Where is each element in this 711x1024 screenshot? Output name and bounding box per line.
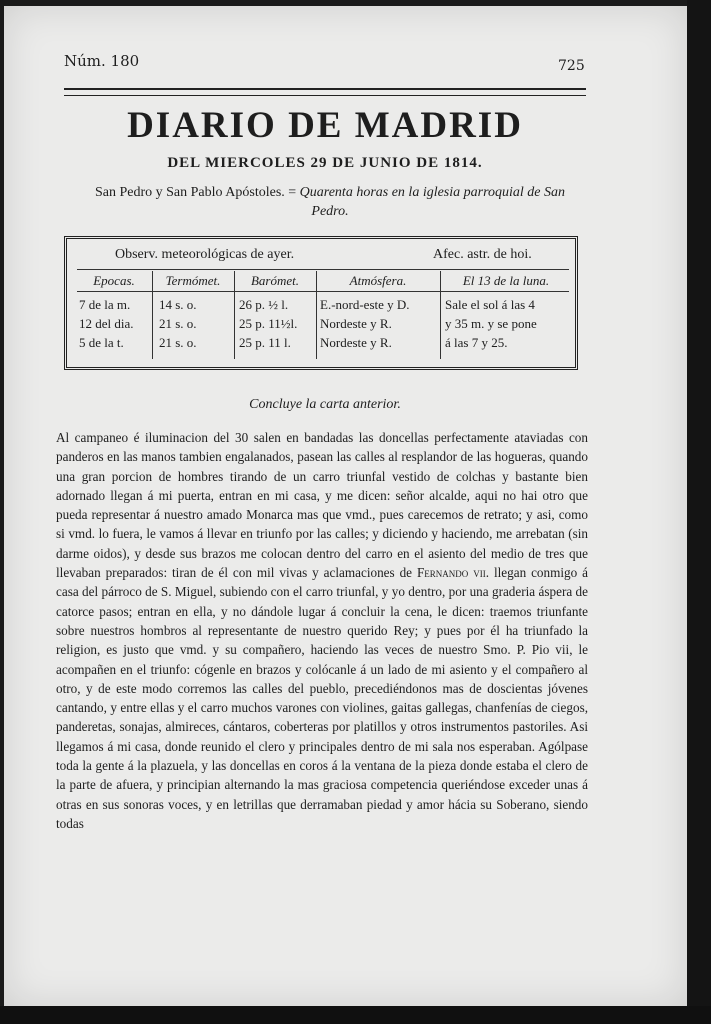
- col-divider: [234, 271, 235, 359]
- header-rule: [64, 88, 586, 96]
- row-epoca: 7 de la m.: [79, 297, 131, 312]
- astro-line: y 35 m. y se pone: [445, 316, 537, 331]
- page-number: 725: [558, 58, 585, 74]
- weather-title: Observ. meteorológicas de ayer.: [115, 247, 295, 262]
- weather-table: [64, 236, 578, 370]
- row-termo: 21 s. o.: [159, 335, 197, 350]
- row-atmos: Nordeste y R.: [320, 335, 392, 350]
- masthead-title: DIARIO DE MADRID: [127, 105, 523, 146]
- issue-number: Núm. 180: [64, 52, 140, 70]
- col-atmosfera: Atmósfera.: [349, 273, 407, 288]
- col-divider: [316, 271, 317, 359]
- row-termo: 14 s. o.: [159, 297, 197, 312]
- astro-title: Afec. astr. de hoi.: [433, 247, 532, 262]
- scan-border-right: [687, 0, 711, 1024]
- scan-border-bottom: [0, 1006, 711, 1024]
- article-subtitle: Concluye la carta anterior.: [249, 397, 401, 412]
- row-epoca: 12 del dia.: [79, 316, 134, 331]
- col-epocas: Epocas.: [93, 273, 135, 288]
- col-barometro: Barómet.: [250, 273, 300, 288]
- row-baro: 25 p. 11½l.: [239, 316, 298, 331]
- saints-plain: San Pedro y San Pablo Apóstoles. =: [94, 185, 297, 200]
- col-divider: [440, 271, 441, 359]
- saints-italic: Quarenta horas en la iglesia parroquial de San Pedro.: [299, 185, 566, 219]
- row-atmos: E.-nord-este y D.: [320, 297, 410, 312]
- table-rule-top: [77, 269, 569, 270]
- col-termometro: Termómet.: [165, 273, 221, 288]
- text-part: Al campaneo é iluminacion del 30 salen en bandadas las doncellas perfectamente ataviadas con panderos en las manos tambien engalanados, pasean las calles al resplandor de las hogueras, quando una gran porcion de hombres tirando de un carro triunfal vestido de colchas y bastante bien adornado llegan á mi puerta, entran en mi casa, y me dicen: señor alcalde, aqui no hai otro que pueda representar á nuestro amado Monarca mas que vmd., pues carecemos de retrato; y asi, como si vmd. lo fuera, le vamos á llevar en triunfo por las calles; y diciendo y haciendo, me arrebatan (sin darme oidos), y desde sus brazos me colocan dentro del carro en el asiento del medio de tres que llevaban preparados: tiran de él con mil vivas y aclamaciones de: [56, 430, 588, 581]
- astro-line: á las 7 y 25.: [445, 335, 508, 350]
- row-epoca: 5 de la t.: [79, 335, 124, 350]
- row-atmos: Nordeste y R.: [320, 316, 392, 331]
- table-rule-mid: [77, 291, 569, 292]
- saints-of-day: [80, 183, 580, 221]
- row-termo: 21 s. o.: [159, 316, 197, 331]
- king-name: Fernando vii.: [416, 565, 490, 581]
- col-luna: El 13 de la luna.: [462, 273, 550, 288]
- col-divider: [152, 271, 153, 359]
- row-baro: 25 p. 11 l.: [239, 335, 291, 350]
- dateline: DEL MIERCOLES 29 DE JUNIO DE 1814.: [167, 155, 483, 171]
- article-paragraph: [56, 428, 588, 833]
- article-body: [56, 428, 588, 833]
- astro-line: Sale el sol á las 4: [445, 297, 535, 312]
- row-baro: 26 p. ½ l.: [239, 297, 289, 312]
- text-part: llegan conmigo á casa del párroco de S. Miguel, subiendo con el carro triunfal, y yo dentro, por una graderia áspera de catorce pasos; entran en ella, y no dándole lugar á concluir la cena, le dicen: traemos triunfante sobre nuestros hombros al representante de nuestro querido Rey; y pues por él ha triunfado la religion, es justo que vmd. y su compañero, haciendo las veces de nuestro Smo. P. Pio vii, le acompañen en el triunfo: cógenle en brazos y colócanle á un lado de mi asiento y el compañero al otro, y de este modo corremos las calles del pueblo, precediéndonos mas de doscientas jóvenes cantando, y entre ellas y el carro muchos varones con violines, gaitas gallegas, chanfenías de ciegos, panderetas, sonajas, almireces, cántaros, coberteras por platillos y otros instrumentos pastoriles. Asi llegamos á mi casa, donde reunido el clero y principales dentro de mi sala nos esperaban. Agólpase toda la gente á la plazuela, y las doncellas en coros á la ventana de la pieza donde estaba el clero de la parte de afuera, y principian alternando la mas graciosa competencia queriéndose exceder unas á otras en sus sonoras voces, y en letrillas que derramaban piedad y amor hácia su Soberano, siendo todas: [56, 565, 589, 831]
